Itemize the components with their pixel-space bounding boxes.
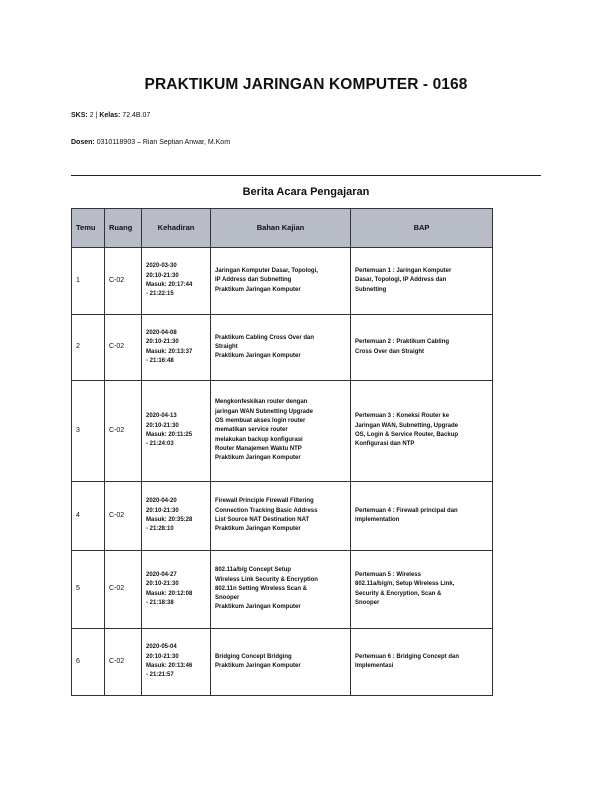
kehadiran-line: - 21:22:15 <box>146 291 174 298</box>
kelas-label: Kelas: <box>99 112 121 119</box>
column-header-kehadiran: Kehadiran <box>142 209 211 248</box>
bahan-kajian-line: Straight <box>215 343 238 350</box>
bap-table <box>71 208 493 696</box>
kehadiran-line: 2020-04-27 <box>146 571 177 578</box>
temu-cell: 2 <box>72 315 105 381</box>
dosen-label: Dosen: <box>71 139 95 146</box>
bap-line: Cross Over dan Straight <box>355 348 425 355</box>
kehadiran-cell <box>142 629 211 696</box>
table-row <box>72 315 493 381</box>
kehadiran-line: - 21:28:10 <box>146 526 174 533</box>
bap-line: Implementasi <box>355 663 394 669</box>
bap-line: Konfigurasi dan NTP <box>355 441 415 448</box>
bap-line: Subnetting <box>355 286 387 293</box>
bap-line: Pertemuan 3 : Koneksi Router ke <box>355 413 450 420</box>
kehadiran-cell <box>142 551 211 629</box>
kehadiran-line: - 21:21:57 <box>146 672 174 679</box>
kehadiran-line: 20:10-21:30 <box>146 581 179 588</box>
bap-line: 802.11a/b/g/n, Setup Wireless Link, <box>355 581 455 588</box>
dosen-value: 0310118903 – Rian Septian Anwar, M.Kom <box>96 139 231 146</box>
bap-cell <box>351 551 493 629</box>
kehadiran-cell <box>142 315 211 381</box>
bap-line: implementation <box>355 517 400 523</box>
bahan-kajian-line: Praktikum Jaringan Komputer <box>215 604 301 611</box>
bahan-kajian-cell <box>211 551 351 629</box>
bap-line: Pertemuan 5 : Wireless <box>355 571 421 578</box>
separator: | <box>95 112 98 119</box>
bahan-kajian-line: Praktikum Jaringan Komputer <box>215 663 301 669</box>
kelas-value: 72.4B.07 <box>122 112 151 119</box>
bahan-kajian-line: Praktikum Jaringan Komputer <box>215 353 301 360</box>
sks-kelas-line <box>71 112 150 119</box>
bap-line: Jaringan WAN, Subnetting, Upgrade <box>355 422 459 429</box>
table-row <box>72 482 493 551</box>
temu-cell: 4 <box>72 482 105 551</box>
kehadiran-line: 20:10-21:30 <box>146 653 179 660</box>
divider <box>71 175 541 176</box>
ruang-cell: C-02 <box>105 629 142 696</box>
bahan-kajian-cell <box>211 482 351 551</box>
bahan-kajian-line: Praktikum Jaringan Komputer <box>215 286 301 293</box>
bahan-kajian-line: mematikan service router <box>215 427 288 434</box>
section-title: Berita Acara Pengajaran <box>242 186 370 198</box>
bahan-kajian-line: Praktikum Jaringan Komputer <box>215 455 301 462</box>
table-header-row <box>72 209 493 248</box>
kehadiran-line: Masuk: 20:17:44 <box>146 282 193 288</box>
kehadiran-line: 2020-04-08 <box>146 329 177 336</box>
bahan-kajian-line: Bridging Concept Bridging <box>215 653 292 660</box>
bahan-kajian-line: Praktikum Cabling Cross Over dan <box>215 334 315 341</box>
bahan-kajian-line: Router Manajemen Waktu NTP <box>215 445 302 452</box>
ruang-cell: C-02 <box>105 482 142 551</box>
bahan-kajian-line: List Source NAT Destination NAT <box>215 517 310 523</box>
kehadiran-cell <box>142 248 211 315</box>
kehadiran-line: - 21:16:48 <box>146 357 174 364</box>
bap-cell <box>351 629 493 696</box>
kehadiran-line: 2020-04-13 <box>146 413 177 420</box>
kehadiran-line: 20:10-21:30 <box>146 507 179 514</box>
kehadiran-line: 2020-05-04 <box>146 644 177 651</box>
kehadiran-line: Masuk: 20:12:08 <box>146 590 193 597</box>
bap-line: Pertemuan 4 : Firewall principal dan <box>355 507 458 514</box>
bahan-kajian-line: Snooper <box>215 595 240 602</box>
kehadiran-line: Masuk: 20:13:37 <box>146 348 193 355</box>
bap-line: Dasar, Topologi, IP Address dan <box>355 277 447 284</box>
column-header-temu: Temu <box>72 209 105 248</box>
column-header-ruang: Ruang <box>105 209 142 248</box>
bap-cell <box>351 381 493 482</box>
bahan-kajian-line: 802.11n Setting Wireless Scan & <box>215 585 307 592</box>
temu-cell: 6 <box>72 629 105 696</box>
bap-line: Pertemuan 1 : Jaringan Komputer <box>355 268 452 275</box>
bahan-kajian-line: Wireless Link Security & Encryption <box>215 576 318 583</box>
kehadiran-line: Masuk: 20:35:28 <box>146 517 193 523</box>
kehadiran-line: Masuk: 20:11:25 <box>146 432 193 438</box>
bap-cell <box>351 482 493 551</box>
bap-line: Security & Encryption, Scan & <box>355 590 442 597</box>
bap-line: Pertemuan 6 : Bridging Concept dan <box>355 653 460 660</box>
table-row <box>72 629 493 696</box>
bahan-kajian-line: Connection Tracking Basic Address <box>215 507 318 514</box>
bahan-kajian-line: IP Address dan Subnetting <box>215 277 292 284</box>
sks-label: SKS: <box>71 112 88 119</box>
bahan-kajian-line: Jaringan Komputer Dasar, Topologi, <box>215 268 318 275</box>
temu-cell: 3 <box>72 381 105 482</box>
ruang-cell: C-02 <box>105 381 142 482</box>
column-header-bap: BAP <box>351 209 493 248</box>
bahan-kajian-line: 802.11a/b/g Concept Setup <box>215 567 292 574</box>
sks-value: 2 <box>89 112 94 119</box>
kehadiran-cell <box>142 482 211 551</box>
kehadiran-line: - 21:24:03 <box>146 441 174 448</box>
bahan-kajian-cell <box>211 629 351 696</box>
bahan-kajian-line: jaringan WAN Subnetting Upgrade <box>215 408 314 415</box>
kehadiran-line: 20:10-21:30 <box>146 422 179 429</box>
bahan-kajian-cell <box>211 248 351 315</box>
bahan-kajian-line: Praktikum Jaringan Komputer <box>215 526 301 533</box>
kehadiran-line: 2020-03-30 <box>146 263 177 270</box>
ruang-cell: C-02 <box>105 315 142 381</box>
bahan-kajian-cell <box>211 381 351 482</box>
kehadiran-cell <box>142 381 211 482</box>
bap-cell <box>351 315 493 381</box>
temu-cell: 5 <box>72 551 105 629</box>
bap-line: Pertemuan 2 : Praktikum Cabling <box>355 339 450 346</box>
table-row <box>72 551 493 629</box>
page-title: PRAKTIKUM JARINGAN KOMPUTER - 0168 <box>144 76 468 93</box>
bahan-kajian-cell <box>211 315 351 381</box>
bap-cell <box>351 248 493 315</box>
kehadiran-line: - 21:18:38 <box>146 599 174 606</box>
bahan-kajian-line: OS membuat akses login router <box>215 418 306 425</box>
bap-line: Snooper <box>355 599 380 606</box>
bahan-kajian-line: Firewall Principle Firewall Filtering <box>215 498 314 505</box>
table-row <box>72 381 493 482</box>
kehadiran-line: 2020-04-20 <box>146 498 177 505</box>
column-header-bahan-kajian: Bahan Kajian <box>211 209 351 248</box>
ruang-cell: C-02 <box>105 551 142 629</box>
ruang-cell: C-02 <box>105 248 142 315</box>
bap-line: OS, Login & Service Router, Backup <box>355 432 459 438</box>
dosen-line <box>71 139 230 146</box>
bahan-kajian-line: Mengkonfeskikan router dengan <box>215 399 308 406</box>
kehadiran-line: 20:10-21:30 <box>146 339 179 346</box>
kehadiran-line: 20:10-21:30 <box>146 272 179 279</box>
bahan-kajian-line: melakukan backup konfigurasi <box>215 436 303 443</box>
kehadiran-line: Masuk: 20:13:46 <box>146 663 193 669</box>
table-row <box>72 248 493 315</box>
temu-cell: 1 <box>72 248 105 315</box>
